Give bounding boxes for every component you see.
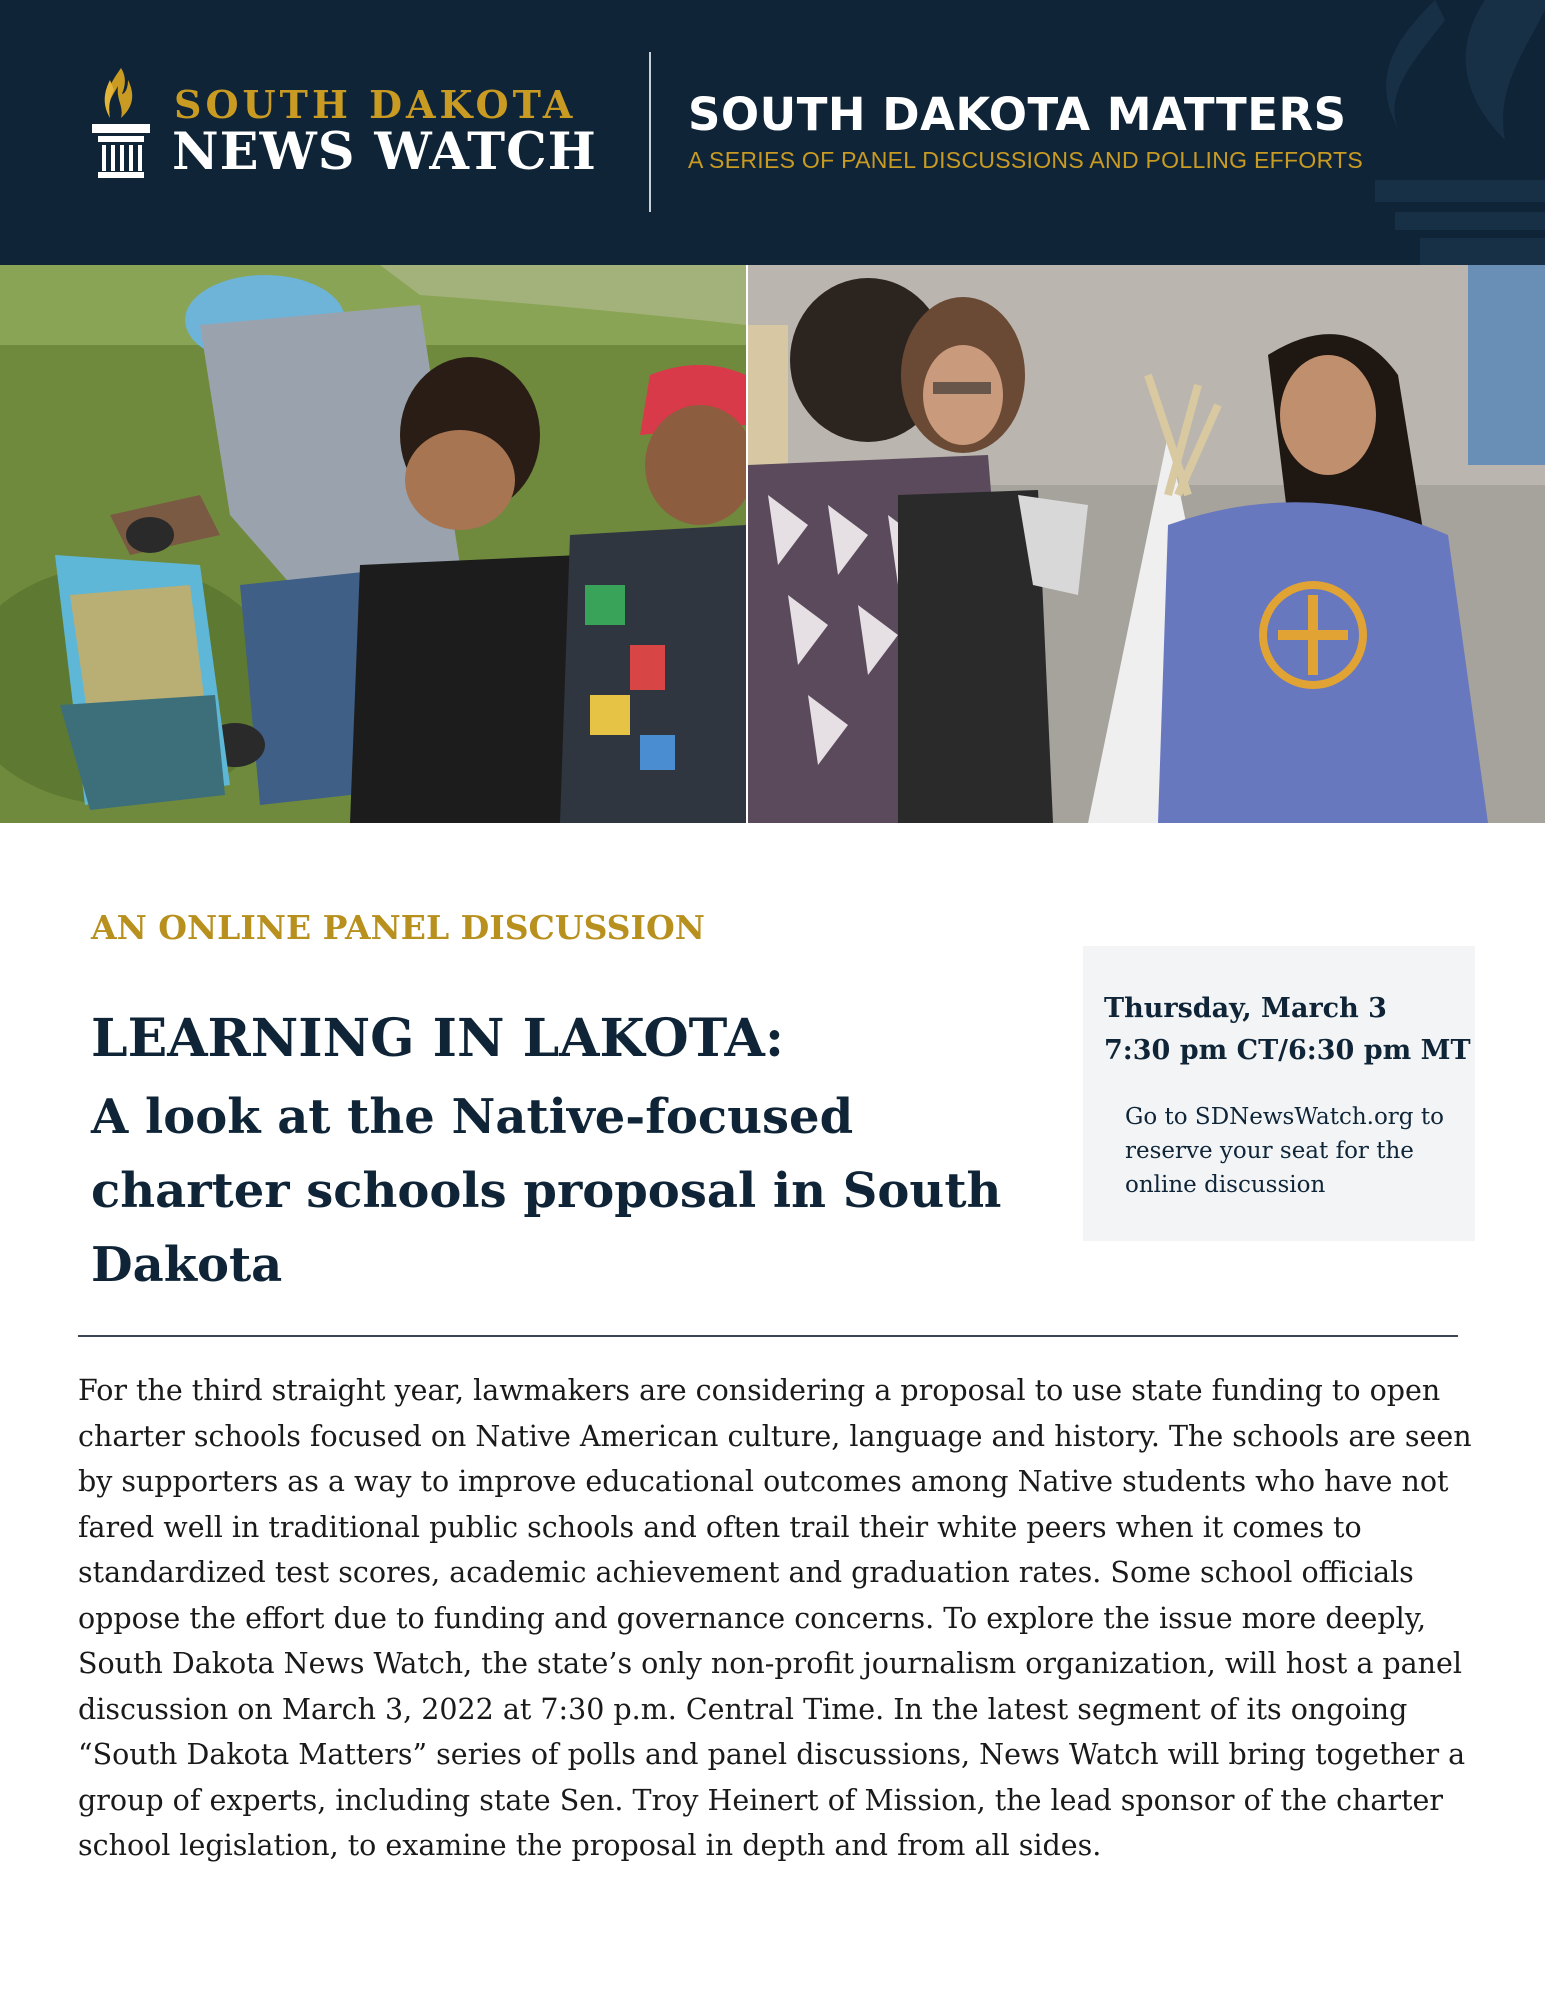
section-divider xyxy=(78,1335,1458,1337)
series-subtitle: A SERIES OF PANEL DISCUSSIONS AND POLLING EFFORTS xyxy=(688,147,1364,173)
photo-reading-book xyxy=(0,265,746,823)
event-registration-note: Go to SDNewsWatch.org to reserve your seat for the online discussion xyxy=(1125,1104,1444,1198)
brand-name-line1: SOUTH DAKOTA xyxy=(174,82,577,127)
event-datetime xyxy=(1104,988,1471,1072)
event-time: 7:30 pm CT/6:30 pm MT xyxy=(1104,1035,1471,1066)
event-details-box xyxy=(1083,946,1475,1241)
event-date: Thursday, March 3 xyxy=(1104,993,1387,1024)
photo-students-classroom xyxy=(748,265,1545,823)
header-banner xyxy=(0,0,1545,265)
brand-name-line2: NEWS WATCH xyxy=(172,122,597,182)
event-kicker: AN ONLINE PANEL DISCUSSION xyxy=(91,908,705,947)
series-title: SOUTH DAKOTA MATTERS xyxy=(688,88,1347,141)
header-divider xyxy=(649,52,651,212)
event-headline: LEARNING IN LAKOTA: xyxy=(91,1008,785,1069)
body-paragraph: For the third straight year, lawmakers are considering a proposal to use state funding to open charter schools focused on Native American culture, language and history. The schools are seen by supporters as a way to improve educational outcomes among Native students who have not fared well in traditional public schools and often trail their white peers when it comes to standardized test scores, academic achievement and graduation rates. Some school officials oppose the effort due to funding and governance concerns. To explore the issue more deeply, South Dakota News Watch, the state’s only non-profit journalism organization, will host a panel discussion on March 3, 2022 at 7:30 p.m. Central Time. In the latest segment of its ongoing “South Dakota Matters” series of polls and panel discussions, News Watch will bring together a group of experts, including state Sen. Troy Heinert of Mission, the lead sponsor of the charter school legislation, to examine the proposal in depth and from all sides. xyxy=(78,1374,1472,1862)
event-subheadline: A look at the Native-focused charter schools proposal in South Dakota xyxy=(91,1089,1002,1293)
torch-icon xyxy=(88,66,154,180)
